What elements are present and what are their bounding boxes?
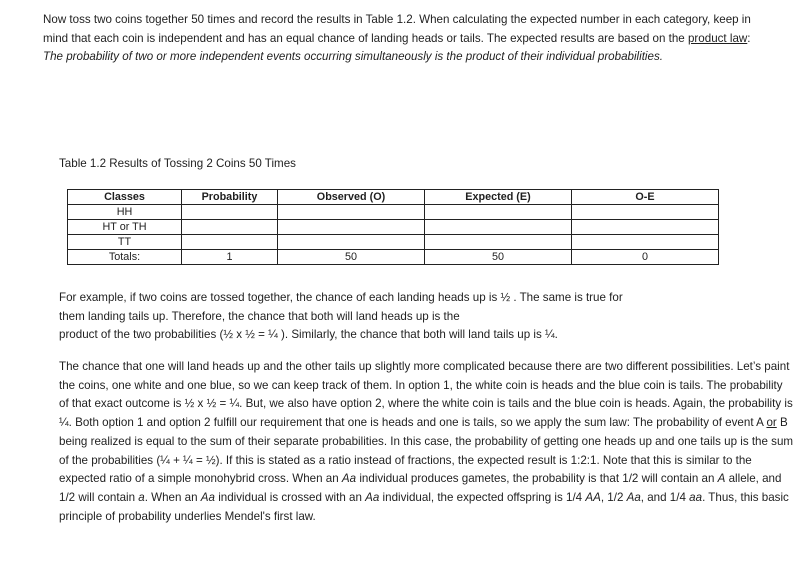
intro-paragraph xyxy=(43,11,763,67)
header-o-minus-e: O-E xyxy=(572,190,719,205)
table-row xyxy=(68,235,719,250)
observed-cell[interactable] xyxy=(278,235,425,250)
table-row xyxy=(68,205,719,220)
probability-cell[interactable] xyxy=(182,220,278,235)
probability-cell[interactable] xyxy=(182,235,278,250)
header-probability: Probability xyxy=(182,190,278,205)
header-classes: Classes xyxy=(68,190,182,205)
explain-text-7: individual, the expected offspring is 1/4 xyxy=(379,490,586,504)
total-expected-cell: 50 xyxy=(425,250,572,265)
explain-text-4: allele, and 1/2 will contain xyxy=(59,472,782,504)
offspring-AA: AA xyxy=(585,490,601,504)
product-law-definition: The probability of two or more independent events occurring simultaneously is the product of their individual probabilities. xyxy=(43,50,663,64)
example-paragraph xyxy=(59,289,794,345)
genotype-aa-1: Aa xyxy=(341,472,357,486)
observed-cell[interactable] xyxy=(278,220,425,235)
example-line-1: For example, if two coins are tossed together, the chance of each landing heads up is ½ . The same is true for xyxy=(59,291,623,304)
explain-text-8: , 1/2 xyxy=(600,490,627,504)
probability-cell[interactable] xyxy=(182,205,278,220)
allele-a: a xyxy=(138,490,145,504)
o-minus-e-cell[interactable] xyxy=(572,205,719,220)
observed-cell[interactable] xyxy=(278,205,425,220)
class-cell: HH xyxy=(68,205,182,220)
genotype-aa-2: Aa xyxy=(200,490,215,504)
explain-text-10: . Thus, this basic principle of probability underlies Mendel's first law. xyxy=(59,490,789,523)
table-caption: Table 1.2 Results of Tossing 2 Coins 50 Times xyxy=(59,157,296,170)
offspring-Aa: Aa xyxy=(626,490,641,504)
class-cell: TT xyxy=(68,235,182,250)
allele-A: A xyxy=(717,472,726,486)
intro-colon: : xyxy=(747,31,751,45)
table-header-row xyxy=(68,190,719,205)
explain-text-2: B being realized is equal to the sum of their separate probabilities. In this case, the probability of getting one heads up and one tails up is the sum of the probabilities (¼ + ¼ = ½). If this is stated as a ratio instead of fractions, the expected result is 1:2:1. Note that this is similar to the expected ratio of a simple monohybrid cross. When an xyxy=(59,416,794,486)
table-row xyxy=(68,220,719,235)
explain-text-6: individual is crossed with an xyxy=(214,490,366,504)
explain-text-1: The chance that one will land heads up and the other tails up slightly more complicated because there are two different possibilities. Let’s paint the coins, one white and one blue, so we can keep track of them. In option 1, the white coin is heads and the blue coin is tails. The probability of that exact outcome is ½ x ½ = ¼. But, we also have option 2, where the white coin is tails and the blue coin is heads. Again, the probability is ¼. Both option 1 and option 2 fulfill our requirement that one is heads and one is tails, so we apply the sum law: The probability of event A xyxy=(59,360,793,430)
expected-cell[interactable] xyxy=(425,205,572,220)
results-table xyxy=(67,189,719,265)
or-underlined: or xyxy=(766,416,777,430)
offspring-aa: aa xyxy=(689,490,703,504)
total-probability-cell: 1 xyxy=(182,250,278,265)
explain-text-3: individual produces gametes, the probability is that 1/2 will contain an xyxy=(356,472,718,486)
total-o-minus-e-cell: 0 xyxy=(572,250,719,265)
example-line-2: them landing tails up. Therefore, the chance that both will land heads up is the xyxy=(59,309,460,323)
explanation-paragraph xyxy=(59,358,794,526)
example-line-3: product of the two probabilities (½ x ½ = ¼ ). Similarly, the chance that both will land tails up is ¼. xyxy=(59,328,558,342)
o-minus-e-cell[interactable] xyxy=(572,220,719,235)
class-cell: HT or TH xyxy=(68,220,182,235)
explain-text-5: . When an xyxy=(144,490,201,504)
total-observed-cell: 50 xyxy=(278,250,425,265)
header-expected: Expected (E) xyxy=(425,190,572,205)
genotype-aa-3: Aa xyxy=(365,490,380,504)
header-observed: Observed (O) xyxy=(278,190,425,205)
explain-text-9: , and 1/4 xyxy=(640,490,690,504)
totals-row xyxy=(68,250,719,265)
intro-text: Now toss two coins together 50 times and record the results in Table 1.2. When calculating the expected number in each category, keep in mind that each coin is independent and has an equal chance of landing heads or tails. The expected results are based on the xyxy=(43,13,751,45)
expected-cell[interactable] xyxy=(425,220,572,235)
totals-label-cell: Totals: xyxy=(68,250,182,265)
product-law-link[interactable]: product law xyxy=(687,31,748,45)
o-minus-e-cell[interactable] xyxy=(572,235,719,250)
expected-cell[interactable] xyxy=(425,235,572,250)
